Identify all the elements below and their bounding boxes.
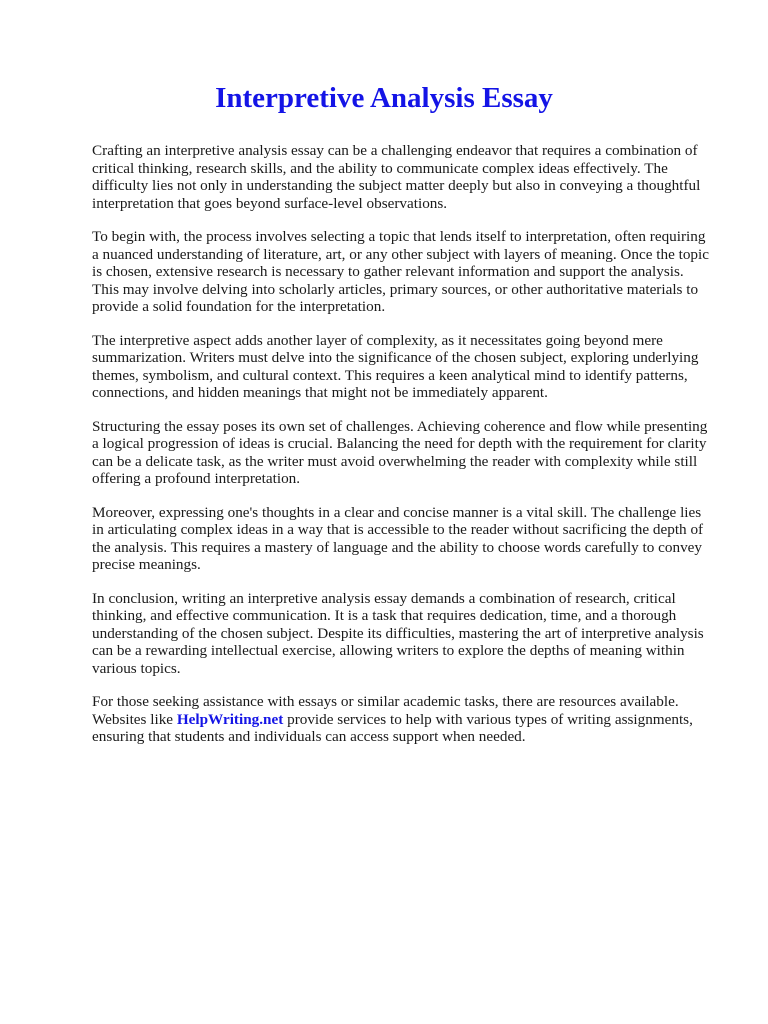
helpwriting-link[interactable]: HelpWriting.net (176, 710, 284, 728)
paragraph-interpretive-aspect: The interpretive aspect adds another layer of complexity, as it necessitates going beyond mere summarization. Writers must delve into the significance of the chosen subject, exploring underlying themes, symbolism, and cultural context. This requires a keen analytical mind to identify patterns, connections, and hidden meanings that might not be immediately apparent. (92, 331, 699, 401)
paragraph-closing (92, 693, 710, 746)
paragraph-conclusion: In conclusion, writing an interpretive analysis essay demands a combination of research, critical thinking, and effective communication. It is a task that requires dedication, time, and a thorough understanding of the chosen subject. Despite its difficulties, mastering the art of interpretive analysis can be a rewarding intellectual exercise, allowing writers to explore the depths of meaning within various topics. (92, 589, 704, 677)
paragraph-structuring: Structuring the essay poses its own set of challenges. Achieving coherence and flow while presenting a logical progression of ideas is crucial. Balancing the need for depth with the requirement for clarity can be a delicate task, as the writer must avoid overwhelming the reader with complexity while still offering a profound interpretation. (92, 417, 708, 487)
paragraph-topic-selection: To begin with, the process involves selecting a topic that lends itself to interpretation, often requiring a nuanced understanding of literature, art, or any other subject with layers of meaning. Once the topic is chosen, extensive research is necessary to gather relevant information and support the analysis. This may involve delving into scholarly articles, primary sources, or other authoritative materials to provide a solid foundation for the interpretation. (92, 228, 709, 315)
paragraph-expression: Moreover, expressing one's thoughts in a clear and concise manner is a vital skill. The challenge lies in articulating complex ideas in a way that is accessible to the reader without sacrificing the depth of the analysis. This requires a mastery of language and the ability to choose words carefully to convey precise meanings. (92, 503, 704, 573)
closing-text-before-link: For those seeking assistance with essays or similar academic tasks, there are resources available. Websites like (92, 693, 679, 728)
closing-text-after-link: provide services to help with various types of writing assignments, ensuring that students and individuals can access support when needed. (92, 710, 693, 745)
paragraph-intro: Crafting an interpretive analysis essay can be a challenging endeavor that requires a combination of critical thinking, research skills, and the ability to communicate complex ideas effectively. The difficulty lies not only in understanding the subject matter deeply but also in conveying a thoughtful interpretation that goes beyond surface-level observations. (92, 142, 701, 212)
document-title: Interpretive Analysis Essay (215, 82, 553, 114)
